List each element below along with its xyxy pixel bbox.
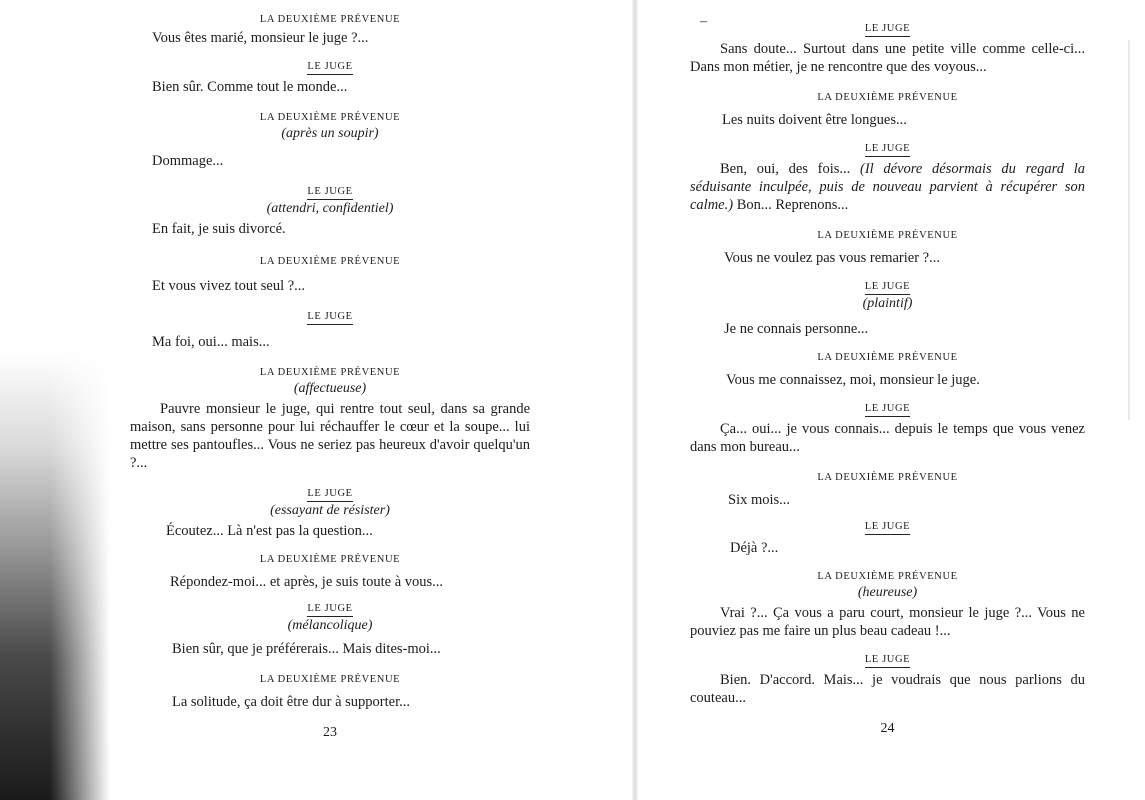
speaker-header: LE JUGE: [307, 59, 352, 75]
page-number: 23: [323, 725, 337, 740]
stage-direction: (mélancolique): [287, 618, 373, 633]
right-page: [690, 0, 1085, 800]
dialogue-paragraph: Sans doute... Surtout dans une petite ville comme celle-ci... Dans mon métier, je ne rencontre que des voyous...: [690, 41, 1085, 75]
speaker-header: LE JUGE: [865, 652, 910, 668]
speaker-header: LE JUGE: [865, 279, 910, 295]
speaker-header: LA DEUXIÈME PRÉVENUE: [817, 571, 958, 582]
speaker-header: LA DEUXIÈME PRÉVENUE: [259, 256, 401, 267]
dialogue-line: Vous me connaissez, moi, monsieur le juge.: [726, 372, 980, 388]
dialogue-paragraph: Pauvre monsieur le juge, qui rentre tout seul, dans sa grande maison, sans personne pour lui réchauffer le cœur et la soupe... lui mettre ses pantoufles... Vous ne seriez pas heureux d'avoir quelqu'un ?...: [130, 401, 530, 471]
speaker-header: LE JUGE: [307, 309, 352, 325]
speaker-header: LA DEUXIÈME PRÉVENUE: [817, 230, 958, 241]
speaker-header: LE JUGE: [307, 184, 352, 200]
speaker-header: LE JUGE: [307, 486, 352, 502]
dialogue-line: Bien sûr. Comme tout le monde...: [152, 79, 348, 95]
page-number: 24: [880, 721, 895, 736]
dialogue-paragraph: Ça... oui... je vous connais... depuis le temps que vous venez dans mon bureau...: [690, 421, 1085, 455]
dialogue-line: Répondez-moi... et après, je suis toute à vous...: [170, 574, 444, 590]
dialogue-text: Ben, oui, des fois...: [720, 161, 851, 177]
stage-direction: (affectueuse): [293, 381, 367, 396]
left-page: [130, 0, 530, 800]
dialogue-line: En fait, je suis divorcé.: [152, 221, 286, 237]
speaker-header: LA DEUXIÈME PRÉVENUE: [259, 674, 401, 685]
margin-dash: –: [700, 14, 707, 29]
stage-direction: (essayant de résister): [270, 503, 390, 518]
speaker-header: LA DEUXIÈME PRÉVENUE: [259, 554, 401, 565]
speaker-header: LA DEUXIÈME PRÉVENUE: [259, 367, 401, 378]
dialogue-line: La solitude, ça doit être dur à supporter...: [172, 694, 410, 710]
dialogue-line: Écoutez... Là n'est pas la question...: [166, 523, 373, 539]
dialogue-line: Vous ne voulez pas vous remarier ?...: [724, 250, 940, 266]
dialogue-line: Les nuits doivent être longues...: [722, 112, 907, 128]
stage-direction: (attendri, confidentiel): [266, 201, 394, 216]
dialogue-line: Déjà ?...: [730, 540, 779, 556]
page-edge-mark: [1128, 40, 1130, 420]
speaker-header: LE JUGE: [865, 401, 910, 417]
stage-direction: (après un soupir): [281, 126, 379, 141]
stage-direction: (plaintif): [862, 296, 913, 311]
speaker-header: LE JUGE: [307, 601, 352, 617]
dialogue-text: Bon... Reprenons...: [736, 197, 849, 213]
speaker-header: LA DEUXIÈME PRÉVENUE: [817, 352, 958, 363]
dialogue-line: Ma foi, oui... mais...: [152, 334, 270, 350]
speaker-header: LA DEUXIÈME PRÉVENUE: [817, 92, 958, 103]
page-edge-shadow: [0, 0, 110, 800]
speaker-header: LE JUGE: [865, 21, 910, 37]
stage-direction-inline: (Il dévore désormais du regard la séduisante inculpée, puis de nouveau parvient à récupérer son calme.): [690, 161, 1086, 213]
dialogue-paragraph: [690, 160, 1085, 214]
dialogue-line: Dommage...: [152, 153, 224, 169]
speaker-header: LA DEUXIÈME PRÉVENUE: [259, 112, 401, 123]
speaker-header: LE JUGE: [865, 141, 910, 157]
speaker-header: LA DEUXIÈME PRÉVENUE: [259, 14, 401, 25]
dialogue-line: Vous êtes marié, monsieur le juge ?...: [152, 30, 369, 46]
speaker-header: LA DEUXIÈME PRÉVENUE: [817, 472, 958, 483]
stage-direction: (heureuse): [857, 585, 918, 600]
dialogue-line: Je ne connais personne...: [724, 321, 869, 337]
speaker-header: LE JUGE: [865, 519, 910, 535]
dialogue-paragraph: Bien. D'accord. Mais... je voudrais que nous parlions du couteau...: [690, 672, 1085, 706]
dialogue-paragraph: Vrai ?... Ça vous a paru court, monsieur le juge ?... Vous ne pouviez pas me faire un plus beau cadeau !...: [690, 605, 1085, 639]
dialogue-line: Et vous vivez tout seul ?...: [152, 278, 306, 294]
dialogue-line: Bien sûr, que je préférerais... Mais dites-moi...: [172, 641, 441, 657]
book-gutter: [632, 0, 638, 800]
dialogue-line: Six mois...: [728, 492, 791, 508]
